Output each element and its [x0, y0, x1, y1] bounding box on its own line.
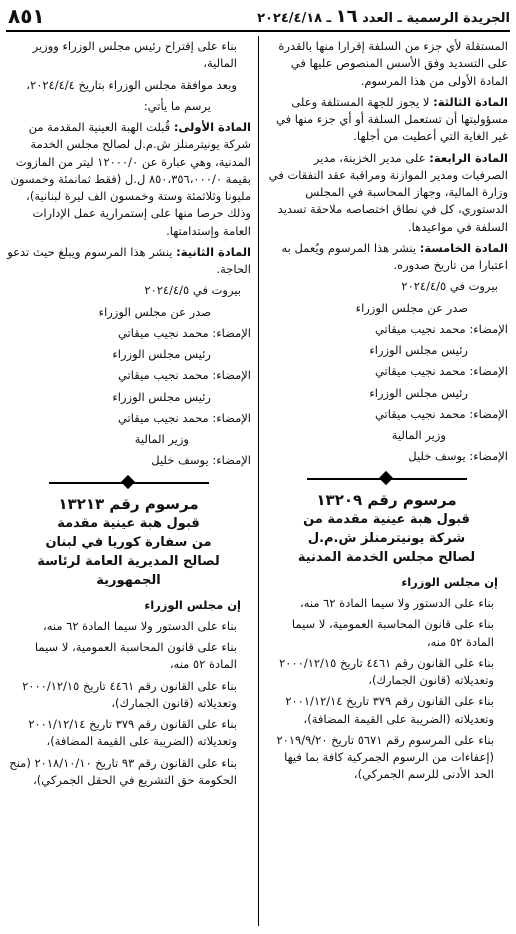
article-label: المادة الرابعة:	[429, 150, 508, 165]
signature-line: الإمضاء: محمد نجيب ميقاتي	[374, 321, 508, 336]
issue-number: ١٦	[335, 6, 358, 27]
decree-subject-line: لصالح مجلس الخدمة المدنية	[297, 549, 476, 565]
signature-line: صدر عن مجلس الوزراء	[355, 300, 468, 315]
article-3	[265, 94, 508, 146]
legal-basis: بناء على الدستور ولا سيما المادة ٦٢ منه،	[299, 596, 494, 611]
right-column	[265, 38, 508, 788]
signature-line: صدر عن مجلس الوزراء	[98, 304, 211, 319]
legal-basis: بناء على الدستور ولا سيما المادة ٦٢ منه،	[42, 618, 237, 633]
article-label: المادة الثانية:	[176, 244, 251, 259]
section-separator	[307, 476, 467, 482]
page-header	[6, 4, 510, 32]
article-label: المادة الخامسة:	[419, 240, 508, 255]
decree-subject-line: من سفارة كوريا في لبنان	[45, 535, 212, 551]
decree-title	[6, 494, 251, 591]
legal-basis: بناء على القانون رقم ٤٤٦١ تاريخ ٢٠٠٠/١٢/١٥ وتعديلاته (قانون الجمارك)،	[22, 678, 237, 710]
legal-basis: بناء على قانون المحاسبة العمومية، لا سيما المادة ٥٢ منه،	[291, 617, 494, 649]
article-text: ينشر هذا المرسوم ويبلغ حيث تدعو الحاجة.	[7, 244, 251, 276]
decree-subject-line: قبول هبة عينية مقدمة	[57, 516, 200, 532]
signature-line: الإمضاء: يوسف خليل	[151, 453, 251, 468]
place-date: بيروت في ٢٠٢٤/٤/٥	[401, 279, 498, 294]
signature-line: رئيس مجلس الوزراء	[112, 389, 211, 404]
article-text: ينشر هذا المرسوم ويُعمل به اعتبارا من تاريخ صدوره.	[281, 240, 508, 272]
decree-intro: يرسم ما يأتي:	[143, 98, 211, 113]
signature-line: الإمضاء: محمد نجيب ميقاتي	[117, 410, 251, 425]
legal-basis: بناء على القانون رقم ٣٧٩ تاريخ ٢٠٠١/١٢/١٤ وتعديلاته (الضريبة على القيمة المضافة)،	[28, 717, 237, 749]
article-label: المادة الثالثة:	[433, 94, 508, 109]
signature-line: رئيس مجلس الوزراء	[369, 343, 468, 357]
legal-basis: بناء على قانون المحاسبة العمومية، لا سيما المادة ٥٢ منه،	[34, 640, 237, 672]
article-4	[265, 150, 508, 236]
signature-line: الإمضاء: محمد نجيب ميقاتي	[117, 368, 251, 383]
article-text: لا يجوز للجهة المستلفة وعلى مسؤوليتها أن تستعمل السلفة أو أي جزء منها في غير الغاية التي أعطيت من أجلها.	[276, 94, 508, 144]
signature-line: الإمضاء: محمد نجيب ميقاتي	[374, 406, 508, 421]
article-text: قُبلت الهبة العينية المقدمة من شركة يونيترمنلز ش.م.ل لصالح مجلس الخدمة المدنية، وهي عبارة عن ١٢٠٠٠/٠ ليتر من المازوت بقيمة ٨٥٠،٣٥٦،٠٠٠/٠ ل.ل (فقط ثمانمئة وخمسون مليونا وثلاثمئة وستة وخمسون الف ليرة لبنانية)، وذلك حرصا منها على إستمرارية عمل الإدارات العامة وإستدامتها.	[10, 120, 251, 238]
council-heading: إن مجلس الوزراء	[144, 597, 241, 612]
decree-title	[265, 490, 508, 568]
council-heading: إن مجلس الوزراء	[401, 574, 498, 589]
legal-basis: بناء على إقتراح رئيس مجلس الوزراء ووزير المالية،	[32, 39, 237, 71]
legal-basis: بناء على القانون رقم ٣٧٩ تاريخ ٢٠٠١/١٢/١٤ وتعديلاته (الضريبة على القيمة المضافة)،	[285, 694, 494, 726]
legal-basis: بناء على القانون رقم ٩٣ تاريخ ٢٠١٨/١٠/١٠ (منح الحكومة حق التشريع في الحقل الجمركي)،	[9, 755, 237, 787]
approval-paragraph: وبعد موافقة مجلس الوزراء بتاريخ ٢٠٢٤/٤/٤،	[26, 77, 237, 92]
header-title	[257, 6, 510, 27]
article-label: المادة الأولى:	[173, 120, 251, 134]
decree-number: مرسوم رقم ١٣٢٠٩	[316, 490, 457, 509]
signature-line: الإمضاء: محمد نجيب ميقاتي	[374, 364, 508, 379]
decree-number: مرسوم رقم ١٣٢١٣	[58, 494, 199, 513]
signature-line: رئيس مجلس الوزراء	[112, 347, 211, 361]
place-date: بيروت في ٢٠٢٤/٤/٥	[144, 283, 241, 298]
page-number: ٨٥١	[8, 4, 45, 28]
signature-line: الإمضاء: محمد نجيب ميقاتي	[117, 325, 251, 340]
legal-basis: بناء على القانون رقم ٤٤٦١ تاريخ ٢٠٠٠/١٢/١٥ وتعديلاته (قانون الجمارك)،	[279, 655, 494, 688]
column-divider	[258, 36, 259, 926]
legal-basis: بناء على المرسوم رقم ٥٦٧١ تاريخ ٢٠١٩/٩/٢٠ (إعفاءات من الرسوم الجمركية كافة بما فيها الحد الأدنى للرسم الجمركي)،	[276, 732, 494, 782]
signature-line: وزير المالية	[134, 432, 189, 446]
article-1	[6, 119, 251, 240]
signature-line: رئيس مجلس الوزراء	[369, 385, 468, 400]
decree-subject-line: قبول هبة عينية مقدمة من	[303, 512, 470, 528]
continuation-paragraph: المستقلة لأي جزء من السلفة إقرارا منها بالقدرة على التسديد وفق الأسس المنصوص عليها في المادة الأولى من هذا المرسوم.	[278, 39, 508, 88]
article-2	[6, 244, 251, 279]
gazette-name: الجريدة الرسمية ـ العدد	[362, 11, 510, 26]
article-text: على مدير الخزينة، مدير الصرفيات ومدير الموازنة ومراقبة عقد النفقات في وزارة المالية، وجهاز المحاسبة في المجلس الدستوري، كل في نطاق اختصاصه ملاحقة تسديد السلفة في مواعيدها.	[268, 150, 508, 234]
article-5	[265, 240, 508, 275]
decree-subject-line: لصالح المديرية العامة لرئاسة الجمهورية	[37, 553, 220, 588]
signature-line: وزير المالية	[391, 428, 446, 442]
section-separator	[49, 480, 209, 486]
left-column	[6, 38, 251, 793]
decree-subject-line: شركة يونيترمنلز ش.م.ل	[307, 531, 466, 547]
issue-date: ـ ٢٠٢٤/٤/١٨	[257, 11, 332, 26]
signature-line: الإمضاء: يوسف خليل	[408, 449, 508, 464]
